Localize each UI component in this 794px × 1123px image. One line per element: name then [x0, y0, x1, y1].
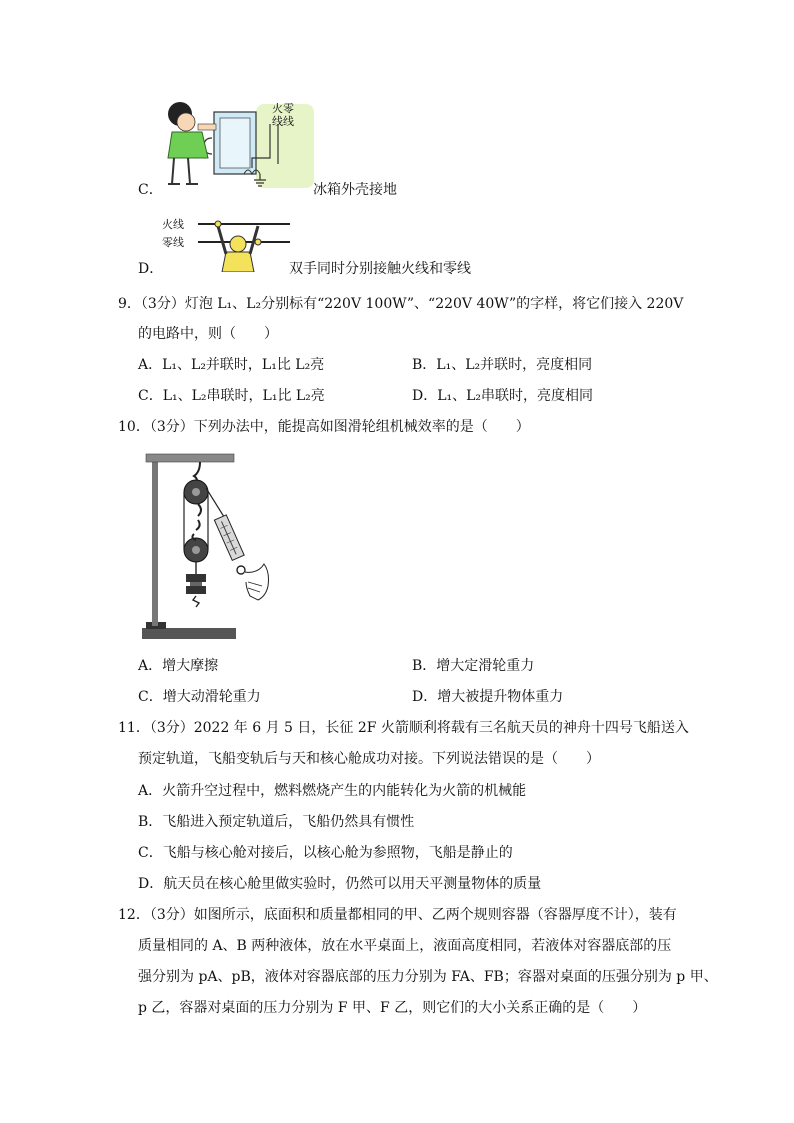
q10-stem: 10．（3分）下列办法中，能提高如图滑轮组机械效率的是（ ）: [118, 419, 530, 435]
q11-option-d: D．航天员在核心舱里做实验时，仍然可以用天平测量物体的质量: [138, 876, 542, 892]
q11-option-c: C．飞船与核心舱对接后，以核心舱为参照物，飞船是静止的: [138, 845, 513, 861]
fig-c-label-bottom: 线线: [272, 115, 294, 128]
q10-option-c: C．增大动滑轮重力: [138, 689, 261, 705]
q9-option-c: C．L₁、L₂串联时，L₁比 L₂亮: [138, 388, 325, 404]
q9-option-d: D．L₁、L₂串联时，亮度相同: [412, 388, 594, 404]
q12-stem-line2: 质量相同的 A、B 两种液体，放在水平桌面上，液面高度相同，若液体对容器底部的压: [138, 938, 672, 954]
q11-option-b: B．飞船进入预定轨道后，飞船仍然具有惯性: [138, 814, 415, 830]
pulley-system-figure: [140, 446, 280, 642]
fig-d-neutral-label: 零线: [162, 236, 184, 249]
q11-stem-line2: 预定轨道，飞船变轨后与天和核心舱成功对接。下列说法错误的是（ ）: [138, 751, 600, 767]
q9-stem-line1: 9．（3分）灯泡 L₁、L₂分别标有“220V 100W”、“220V 40W”的字样，将它们接入 220V: [118, 296, 684, 312]
q9-stem-line2: 的电路中，则（ ）: [138, 326, 278, 342]
q9-option-a: A．L₁、L₂并联时，L₁比 L₂亮: [138, 357, 325, 373]
q10-option-d: D．增大被提升物体重力: [412, 689, 564, 705]
q10-option-b: B．增大定滑轮重力: [412, 658, 535, 674]
fig-d-live-label: 火线: [162, 218, 184, 231]
live-neutral-touch-figure: [160, 214, 292, 272]
q12-stem-line3: 强分别为 pA、pB，液体对容器底部的压力分别为 FA、FB；容器对桌面的压强分别为 p 甲、: [138, 969, 718, 985]
q12-stem-line1: 12．（3分）如图所示，底面积和质量都相同的甲、乙两个规则容器（容器厚度不计），装有: [118, 907, 677, 923]
q8-option-d-caption: 双手同时分别接触火线和零线: [289, 261, 471, 277]
fig-c-label-top: 火零: [272, 102, 294, 115]
q11-option-a: A．火箭升空过程中，燃料燃烧产生的内能转化为火箭的机械能: [138, 783, 527, 799]
q8-option-d-letter: D．: [138, 261, 164, 277]
q8-option-c-caption: 冰箱外壳接地: [313, 182, 397, 198]
q10-option-a: A．增大摩擦: [138, 658, 219, 674]
q12-stem-line4: p 乙，容器对桌面的压力分别为 F 甲、F 乙，则它们的大小关系正确的是（ ）: [138, 1000, 647, 1016]
q9-option-b: B．L₁、L₂并联时，亮度相同: [412, 357, 593, 373]
q11-stem-line1: 11．（3分）2022 年 6 月 5 日，长征 2F 火箭顺利将载有三名航天员的神舟十四号飞船送入: [118, 720, 689, 736]
q8-option-c-letter: C．: [138, 182, 163, 198]
fridge-grounding-figure: [160, 98, 316, 190]
